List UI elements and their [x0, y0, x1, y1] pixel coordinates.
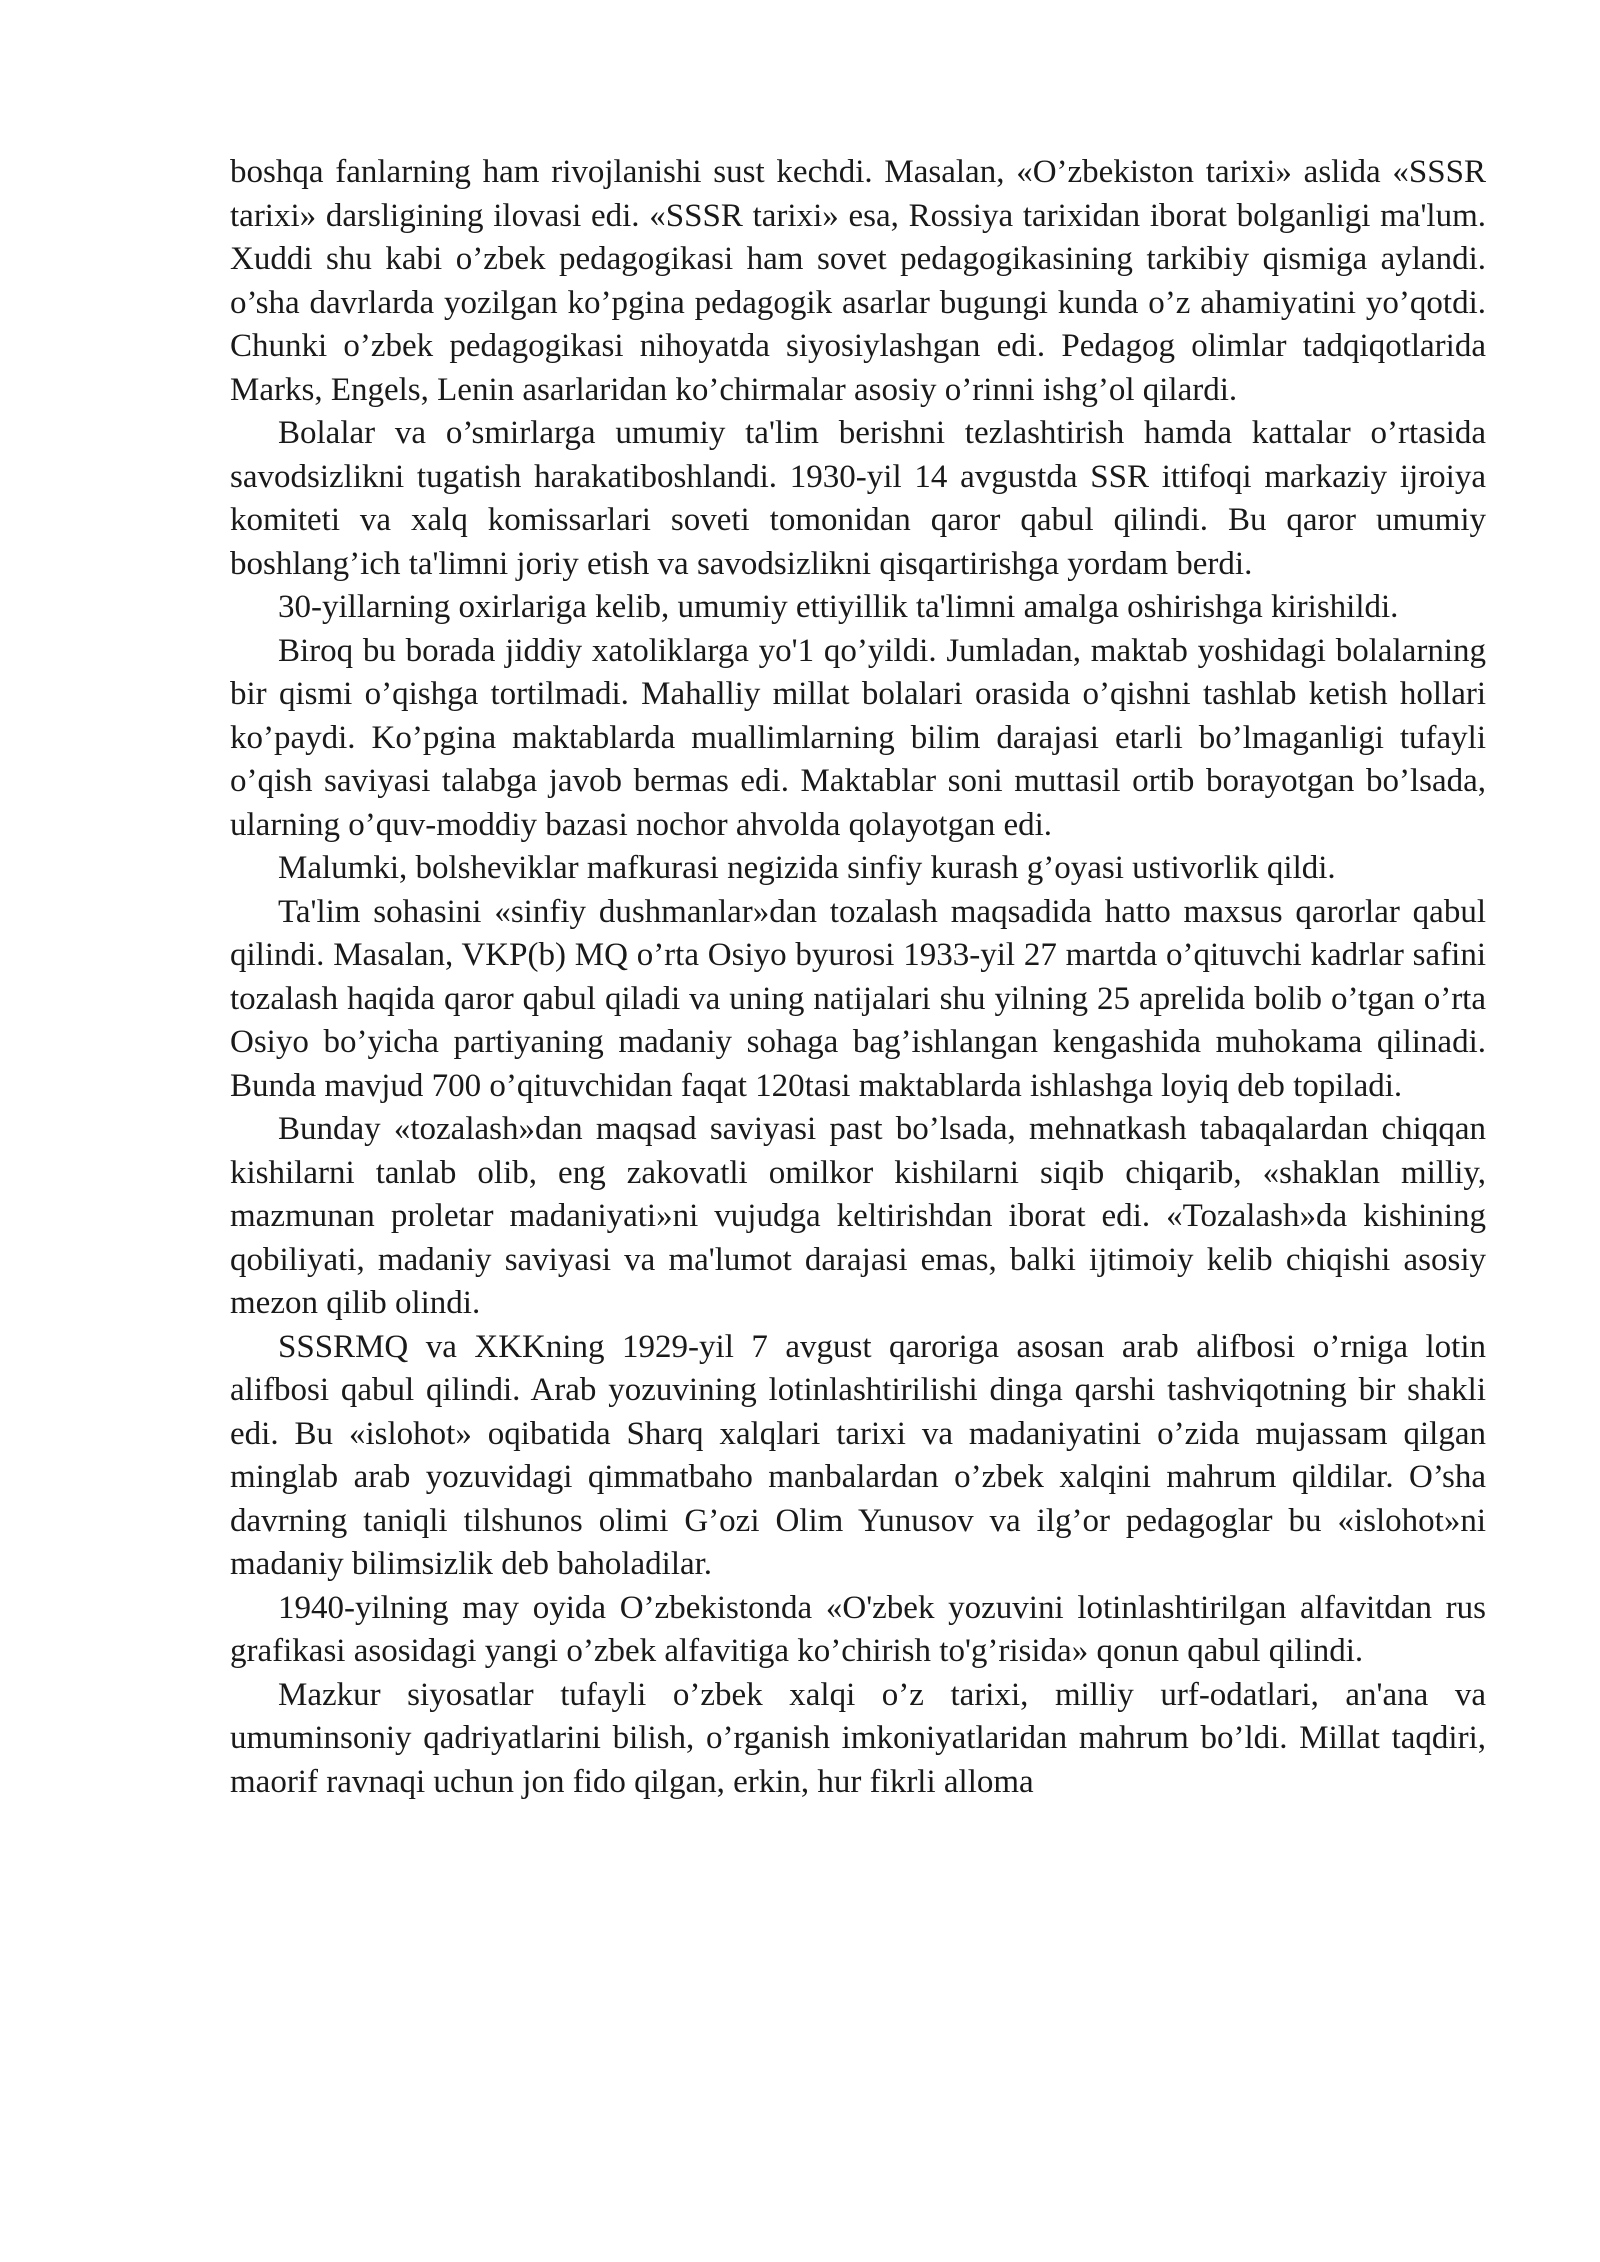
document-page: [230, 151, 1486, 1804]
paragraph: 1940-yilning may oyida O’zbekistonda «O'zbek yozuvini lotinlashtirilgan alfavitdan rus grafikasi asosidagi yangi o’zbek alfavitiga ko’chirish to'g’risida» qonun qabul qilindi.: [230, 1589, 1486, 1669]
paragraph: SSSRMQ va XKKning 1929-yil 7 avgust qaroriga asosan arab alifbosi o’rniga lotin alifbosi qabul qilindi. Arab yozuvining lotinlashtirilishi dinga qarshi tashviqotning bir shakli edi. Bu «islohot» oqibatida Sharq xalqlari tarixi va madaniyatini o’zida mujassam qilgan minglab arab yozuvidagi qimmatbaho manbalardan o’zbek xalqini mahrum qildilar. O’sha davrning taniqli tilshunos olimi G’ozi Olim Yunusov va ilg’or pedagoglar bu «islohot»ni madaniy bilimsizlik deb baholadilar.: [230, 1328, 1486, 1582]
paragraph: Mazkur siyosatlar tufayli o’zbek xalqi o’z tarixi, milliy urf-odatlari, an'ana va umuminsoniy qadriyatlarini bilish, o’rganish imkoniyatlaridan mahrum bo’ldi. Millat taqdiri, maorif ravnaqi uchun jon fido qilgan, erkin, hur fikrli alloma: [230, 1676, 1486, 1800]
paragraph: 30-yillarning oxirlariga kelib, umumiy ettiyillik ta'limni amalga oshirishga kirishildi.: [278, 589, 1399, 625]
paragraph: Bunday «tozalash»dan maqsad saviyasi past bo’lsada, mehnatkash tabaqalardan chiqqan kishilarni tanlab olib, eng zakovatli omilkor kishilarni siqib chiqarib, «shaklan milliy, mazmunan proletar madaniyati»ni vujudga keltirishdan iborat edi. «Tozalash»da kishining qobiliyati, madaniy saviyasi va ma'lumot darajasi emas, balki ijtimoiy kelib chiqishi asosiy mezon qilib olindi.: [230, 1111, 1486, 1321]
paragraph: Malumki, bolsheviklar mafkurasi negizida sinfiy kurash g’oyasi ustivorlik qildi.: [278, 850, 1336, 886]
paragraph: Ta'lim sohasini «sinfiy dushmanlar»dan tozalash maqsadida hatto maxsus qarorlar qabul qilindi. Masalan, VKP(b) MQ o’rta Osiyo byurosi 1933-yil 27 martda o’qituvchi kadrlar safini tozalash haqida qaror qabul qiladi va uning natijalari shu yilning 25 aprelida bolib o’tgan o’rta Osiyo bo’yicha partiyaning madaniy sohaga bag’ishlangan kengashida muhokama qilinadi. Bunda mavjud 700 o’qituvchidan faqat 120tasi maktablarda ishlashga loyiq deb topiladi.: [230, 893, 1486, 1104]
paragraph: Biroq bu borada jiddiy xatoliklarga yo'1 qo’yildi. Jumladan, maktab yoshidagi bolalarning bir qismi o’qishga tortilmadi. Mahalliy millat bolalari orasida o’qishni tashlab ketish hollari ko’paydi. Ko’pgina maktablarda muallimlarning bilim darajasi etarli bo’lmaganligi tufayli o’qish saviyasi talabga javob bermas edi. Maktablar soni muttasil ortib borayotgan bo’lsada, ularning o’quv-moddiy bazasi nochor ahvolda qolayotgan edi.: [230, 632, 1486, 843]
paragraph: Bolalar va o’smirlarga umumiy ta'lim berishni tezlashtirish hamda kattalar o’rtasida savodsizlikni tugatish harakatiboshlandi. 1930-yil 14 avgustda SSR ittifoqi markaziy ijroiya komiteti va xalq komissarlari soveti tomonidan qaror qabul qilindi. Bu qaror umumiy boshlang’ich ta'limni joriy etish va savodsizlikni qisqartirishga yordam berdi.: [230, 415, 1486, 582]
paragraph-continued: boshqa fanlarning ham rivojlanishi sust kechdi. Masalan, «O’zbekiston tarixi» aslida «SSSR tarixi» darsligining ilovasi edi. «SSSR tarixi» esa, Rossiya tarixidan iborat bolganligi ma'lum. Xuddi shu kabi o’zbek pedagogikasi ham sovet pedagogikasining tarkibiy qismiga aylandi. o’sha davrlarda yozilgan ko’pgina pedagogik asarlar bugungi kunda o’z ahamiyatini yo’qotdi. Chunki o’zbek pedagogikasi nihoyatda siyosiylashgan edi. Pedagog olimlar tadqiqotlarida Marks, Engels, Lenin asarlaridan ko’chirmalar asosiy o’rinni ishg’ol qilardi.: [230, 154, 1486, 408]
